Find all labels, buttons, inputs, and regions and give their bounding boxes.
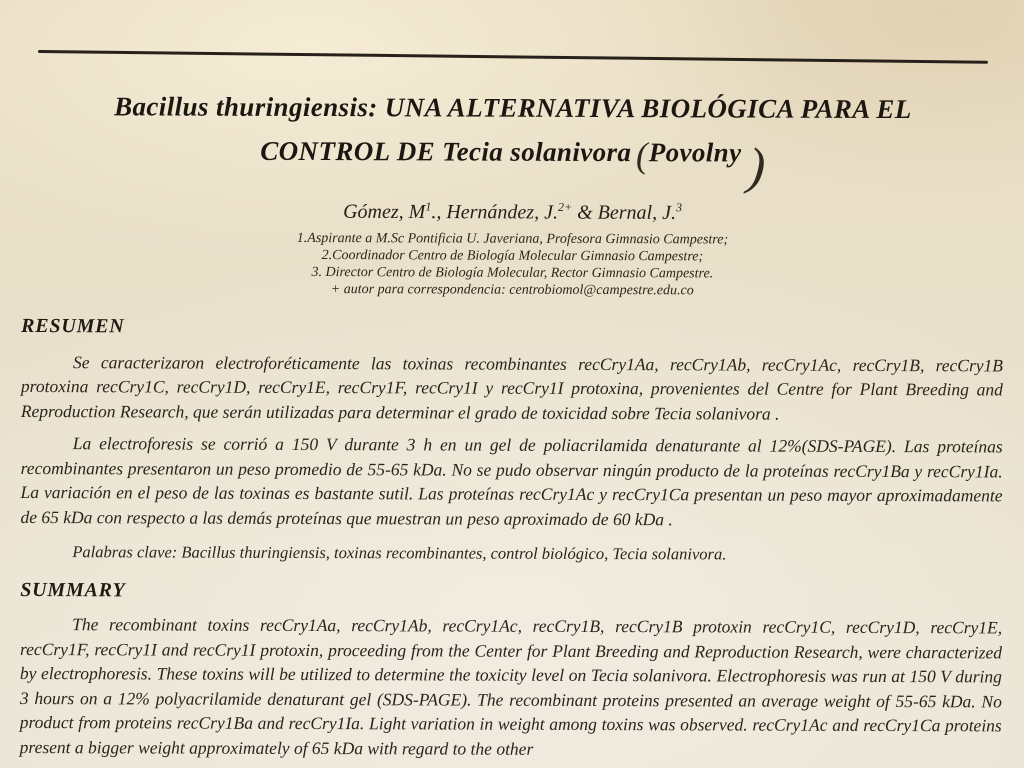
correspondence-line: + autor para correspondencia: centrobiomol@campestre.edu.co: [330, 281, 694, 299]
affiliation-line-3: 3. Director Centro de Biología Molecular, Rector Gimnasio Campestre.: [311, 264, 714, 282]
author-1: Gómez, M: [343, 200, 426, 224]
handwritten-close-paren-annotation: ): [745, 137, 768, 197]
title-parenthetical: Povolny: [648, 137, 742, 168]
resumen-paragraph-2: La electroforesis se corrió a 150 V durante 3 h en un gel de poliacrilamida denaturante al 12%(SDS-PAGE). Las proteínas recombinantes presentaron un peso promedio de 55-65 kDa. No se pudo observar ningún producto de la proteínas recCry1Ba y recCry1Ia. La variación en el peso de las toxinas es bastante sutil. Las proteínas recCry1Ac y recCry1Ca presentan un peso mayor aproximadamente de 65 kDa con respecto a las demás proteínas que muestran un peso aproximado de 60 kDa .: [20, 433, 1003, 529]
author-2-separator: &: [572, 201, 598, 224]
author-3: Bernal, J.: [597, 201, 677, 224]
affiliations-block: [21, 229, 1003, 300]
resumen-paragraph-1: Se caracterizaron electroforéticamente las toxinas recombinantes recCry1Aa, recCry1Ab, recCry1Ac, recCry1B, recCry1B protoxina recCry1C, recCry1D, recCry1E, recCry1F, recCry1I y recCry1I protoxina, provenientes del Centre for Plant Breeding and Reproduction Research, que serán utilizadas para determinar el grado de toxicidad sobre Tecia solanivora .: [20, 351, 1004, 424]
author-2-superscript: 2+: [557, 199, 573, 214]
summary-heading: SUMMARY: [20, 579, 126, 602]
authors-line: [22, 193, 1004, 226]
keywords-line: Palabras clave: Bacillus thuringiensis, toxinas recombinantes, control biológico, Tecia solanivora.: [72, 542, 727, 564]
title-line-2: CONTROL DE Tecia solanivora(Povolny): [260, 134, 768, 197]
author-1-superscript: 1: [425, 199, 432, 214]
affiliation-line-2: 2.Coordinador Centro de Biología Molecular Gimnasio Campestre;: [321, 247, 704, 265]
article-content: [20, 84, 1004, 763]
author-1-separator: .,: [431, 201, 447, 224]
handwritten-open-paren-annotation: (: [634, 134, 649, 176]
author-2: Hernández, J.: [446, 201, 559, 224]
affiliation-line-1: 1.Aspirante a M.Sc Pontificia U. Javeriana, Profesora Gimnasio Campestre;: [296, 230, 729, 248]
title-line-1: Bacillus thuringiensis: UNA ALTERNATIVA BIOLÓGICA PARA EL: [114, 91, 912, 125]
top-rule: [38, 50, 988, 64]
resumen-heading: RESUMEN: [21, 314, 125, 338]
author-3-superscript: 3: [675, 200, 683, 215]
summary-paragraph: The recombinant toxins recCry1Aa, recCry1Ab, recCry1Ac, recCry1B, recCry1B protoxin recCry1C, recCry1D, recCry1E, recCry1F, recCry1I and recCry1I protoxin, proceeding from the Center for Plant Breeding and Reproduction Research, were characterized by electrophoresis. These toxins will be utilized to determine the toxicity level on Tecia solanivora. Electrophoresis was run at 150 V during 3 hours on a 12% polyacrilamide denaturant gel (SDS-PAGE). The recombinant proteins presented an average weight of 55-65 kDa. No product from proteins recCry1Ba and recCry1Ia. Light variation in weight among toxins was observed. recCry1Ac and recCry1Ca proteins present a bigger weight approximately of 65 kDa with regard to the other: [19, 614, 1003, 759]
article-title: [22, 84, 1004, 197]
